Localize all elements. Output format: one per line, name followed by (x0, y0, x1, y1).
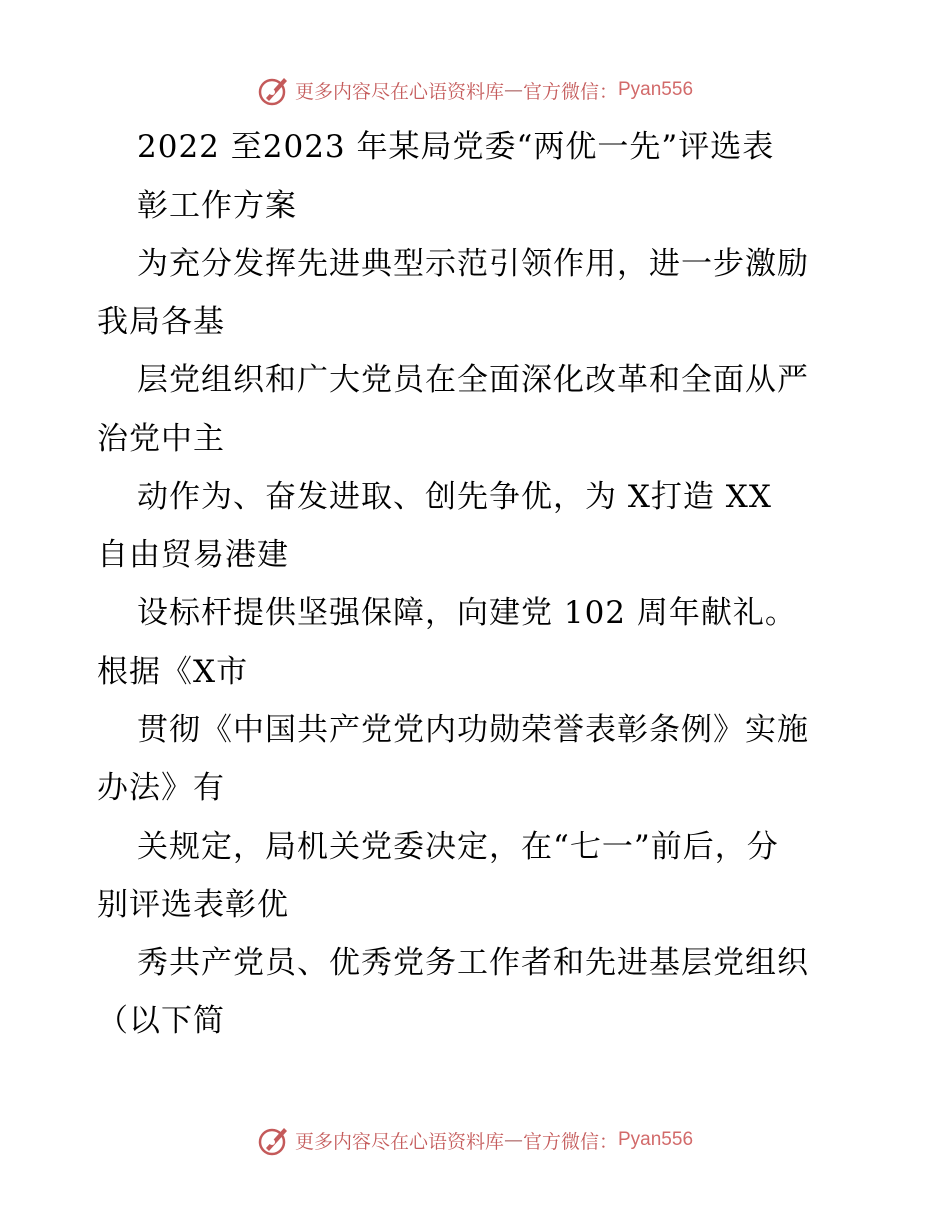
paragraph-line: 层党组织和广大党员在全面深化改革和全面从严 (137, 362, 809, 398)
paragraph-line: 秀共产党员、优秀党务工作者和先进基层党组织 (137, 945, 809, 981)
paragraph-line: 贯彻《中国共产党党内功勋荣誉表彰条例》实施 (137, 712, 809, 748)
paragraph-line: 自由贸易港建 (97, 537, 289, 573)
quill-pen-logo-icon (257, 73, 291, 107)
watermark-separator: — (503, 1129, 523, 1151)
document-title-line-2: 彰工作方案 (137, 188, 297, 224)
paragraph-line: 为充分发挥先进典型示范引领作用，进一步激励 (137, 246, 809, 282)
paragraph-line: 治党中主 (97, 421, 225, 457)
footer-watermark (0, 1120, 950, 1160)
paragraph-line: 我局各基 (97, 304, 225, 340)
header-watermark (0, 70, 950, 110)
paragraph-line: （以下简 (97, 1003, 225, 1039)
watermark-contact-handle: Pyan556 (618, 79, 694, 100)
watermark-contact-label: 官方微信： (522, 1130, 618, 1153)
paragraph-line: 根据《X市 (97, 654, 249, 690)
watermark-contact-handle: Pyan556 (618, 1129, 694, 1150)
paragraph-line: 办法》有 (97, 770, 225, 806)
quill-pen-logo-icon (257, 1123, 291, 1157)
watermark-separator: — (503, 79, 523, 101)
watermark-contact-label: 官方微信： (522, 80, 618, 103)
document-title-line-1: 2022 至2023 年某局党委“两优一先”评选表 (137, 129, 775, 165)
watermark-site-text: 更多内容尽在心语资料库 (294, 80, 504, 103)
watermark-site-text: 更多内容尽在心语资料库 (294, 1130, 504, 1153)
paragraph-line: 别评选表彰优 (97, 887, 289, 923)
paragraph-line: 设标杆提供坚强保障，向建党 102 周年献礼。 (137, 595, 797, 631)
paragraph-line: 关规定，局机关党委决定，在“七一”前后，分 (137, 829, 779, 865)
paragraph-line: 动作为、奋发进取、创先争优，为 X打造 XX (137, 479, 772, 515)
